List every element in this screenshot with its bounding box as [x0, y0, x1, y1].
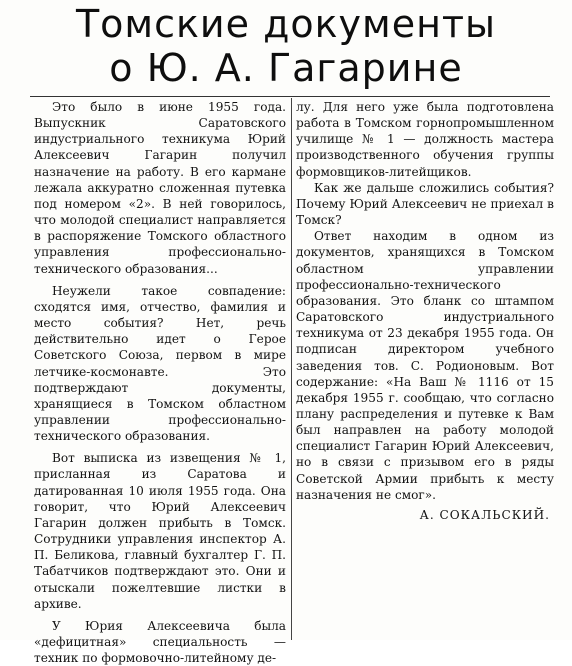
headline-line-1: Томские документы	[75, 2, 497, 46]
paragraph: Вот выписка из извещения № 1, присланная из Саратова и датированная 10 июля 1955 года. Она говорит, что Юрий Алексеевич Гагарин должен прибыть в Томск. Сотрудники управления инспектор А. П. Беликова, главный бухгалтер Г. П. Табатчиков подтверждают это. Они и отыскали пожелтевшие листки в архиве.	[34, 451, 286, 611]
article-headline	[0, 2, 572, 90]
right-column	[296, 99, 554, 523]
column-divider	[291, 98, 292, 640]
paragraph: Как же дальше сложились события? Почему Юрий Алексеевич не приехал в Томск?	[296, 180, 554, 228]
paragraph: лу. Для него уже была подготовлена работа в Томском горнопромышленном училище № 1 — должность мастера производственного обучения группы формовщиков-литейщиков.	[296, 100, 554, 179]
paragraph: Ответ находим в одном из документов, хранящихся в Томском областном управлении профессионально-технического образования. Это бланк со штампом Саратовского индустриального техникума от 23 декабря 1955 года. Он подписан директором учебного заведения тов. С. Родионовым. Вот содержание: «На Ваш № 1116 от 15 декабря 1955 г. сообщаю, что согласно плану распределения и путевке к Вам был направлен на работу молодой специалист Гагарин Юрий Алексеевич, но в связи с призывом его в ряды Советской Армии прибыть к месту назначения не смог».	[296, 229, 554, 502]
left-column	[34, 99, 286, 666]
headline-rule	[30, 96, 550, 97]
paragraph: Неужели такое совпадение: сходятся имя, отчество, фамилия и место события? Нет, речь действительно идет о Герое Советского Союза, первом в мире летчике-космонавте. Это подтверждают документы, хранящиеся в Томском областном управлении профессионально-технического образования.	[34, 283, 286, 444]
paragraph: У Юрия Алексеевича была «дефицитная» специальность — техник по формовочно-литейному де-	[34, 618, 286, 666]
headline-line-2: о Ю. А. Гагарине	[109, 46, 463, 90]
paragraph: Это было в июне 1955 года. Выпускник Саратовского индустриального техникума Юрий Алексеевич Гагарин получил назначение на работу. В его кармане лежала аккуратно сложенная путевка под номером «2». В ней говорилось, что молодой специалист направляется в распоряжение Томского областного управления профессионально-технического образования...	[34, 100, 286, 276]
author-signature: А. СОКАЛЬСКИЙ.	[419, 507, 550, 522]
